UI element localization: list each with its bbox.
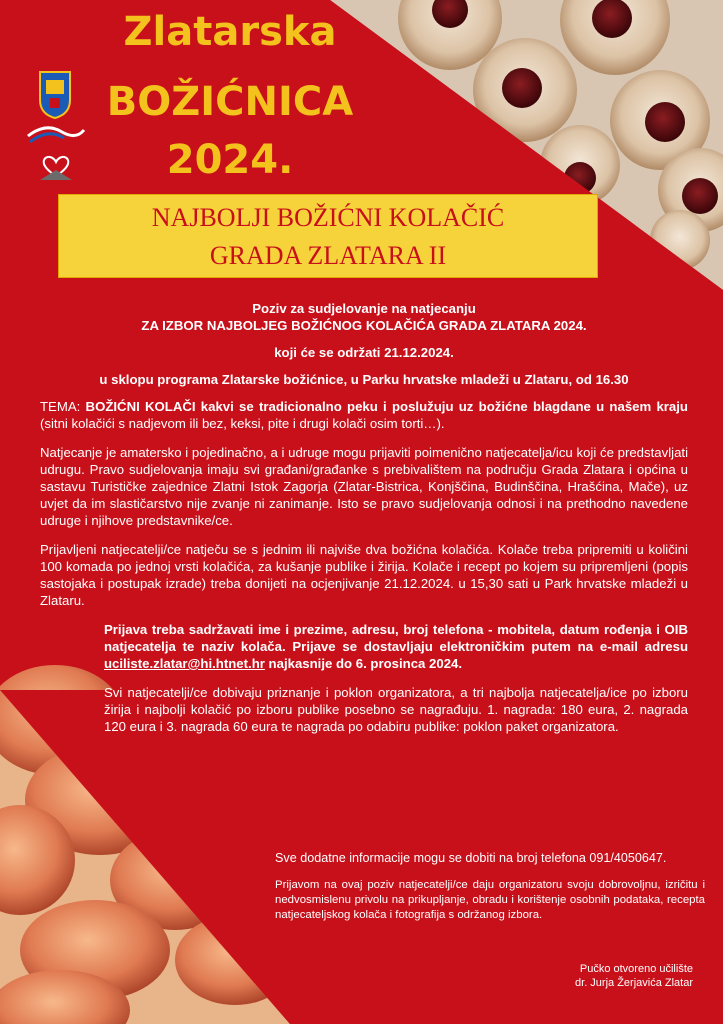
intro-line-2: ZA IZBOR NAJBOLJEG BOŽIĆNOG KOLAČIĆA GRADA ZLATARA 2024. [141, 318, 587, 333]
theme-label: TEMA: [40, 399, 81, 414]
announcement-body [40, 300, 688, 735]
application-text: Prijava treba sadržavati ime i prezime, adresu, broj telefona - mobitela, datum rođenja i OIB natjecatelja te naziv kolača. Prijave se dostavljaju elektroničkim putem na e-mail adresu [104, 622, 688, 654]
paragraph-rules: Prijavljeni natjecatelji/ce natječu se s jednim ili najviše dva božićna kolačića. Kolače treba pripremiti u količini 100 komada po jednoj vrsti kolačića, za kušanje publike i žirija. Kolače i recept po kojem su pripremljeni (popis sastojaka i postupak izrade) treba donijeti na ocjenjivanje 21.12.2024. u 15,30 sati u Park hrvatske mladeži u Zlataru. [40, 542, 688, 608]
logos [26, 70, 86, 195]
signature-line-1: Pučko otvoreno učilište [579, 963, 693, 975]
theme-bold: BOŽIĆNI KOLAČI kakvi se tradicionalno peku i poslužuju uz božićne blagdane u našem kraju [85, 399, 688, 414]
privacy-consent: Prijavom na ovaj poziv natjecatelji/ce daju organizatoru svoju dobrovoljnu, izričitu i nedvosmislenu privolu na prikupljanje, obradu i korištenje osobnih podataka, recepta natjecateljskog kolača i fotografija s održanog izbora. [275, 879, 705, 921]
title-line-1: Zlatarska [123, 9, 337, 55]
footer-info [275, 850, 705, 923]
paragraph-eligibility: Natjecanje je amatersko i pojedinačno, a i udruge mogu prijaviti poimenično natjecatelja/icu koji će predstavljati udrugu. Pravo sudjelovanja imaju svi građani/građanke s prebivalištem na području Grada Zlatara i općina u sastavu Turističke zajednice Zlatni Istok Zagorja (Zlatar-Bistrica, Konjščina, Budinščina, Hrašćina, Mače), uz uvjet da im slastičarstvo nije zvanje ni zanimanje. Isto se pravo sudjelovanja odnosi i na prethodno navedene udruge i njihove predstavnike/ce. [40, 445, 688, 528]
coat-of-arms-icon [26, 70, 86, 190]
contact-info: Sve dodatne informacije mogu se dobiti na broj telefona 091/4050647. [275, 851, 667, 865]
application-deadline: najkasnije do 6. prosinca 2024. [264, 656, 463, 671]
banner-line-1: NAJBOLJI BOŽIĆNI KOLAČIĆ [151, 203, 505, 232]
title-line-3: 2024. [166, 137, 294, 183]
headline-banner [58, 194, 598, 278]
signature-line-2: dr. Jurja Žerjavića Zlatar [575, 977, 693, 989]
theme-rest: (sitni kolačići s nadjevom ili bez, keksi, pite i drugi kolači osim torti…). [40, 416, 445, 431]
banner-line-2: GRADA ZLATARA II [209, 241, 447, 270]
paragraph-prizes: Svi natjecatelji/ce dobivaju priznanje i poklon organizatora, a tri najbolja natjecatelja/ice po izboru žirija i najbolji kolačić po izboru publike posebno se nagrađuju. 1. nagrada: 180 eura, 2. nagrada 120 eura i 3. nagrada 60 eura te nagrada po odabiru publike: poklon paket organizatora. [104, 685, 688, 734]
intro-line-3: koji će se održati 21.12.2024. [274, 345, 454, 360]
intro-line-4: u sklopu programa Zlatarske božićnice, u Parku hrvatske mladeži u Zlataru, od 16.30 [99, 372, 629, 387]
intro-line-1: Poziv za sudjelovanje na natjecanju [252, 301, 476, 316]
organizer-signature [575, 962, 693, 990]
paragraph-application [104, 621, 688, 672]
theme-paragraph [40, 398, 688, 432]
title-line-2: BOŽIĆNICA [106, 79, 354, 125]
email-link[interactable]: uciliste.zlatar@hi.htnet.hr [104, 656, 265, 671]
